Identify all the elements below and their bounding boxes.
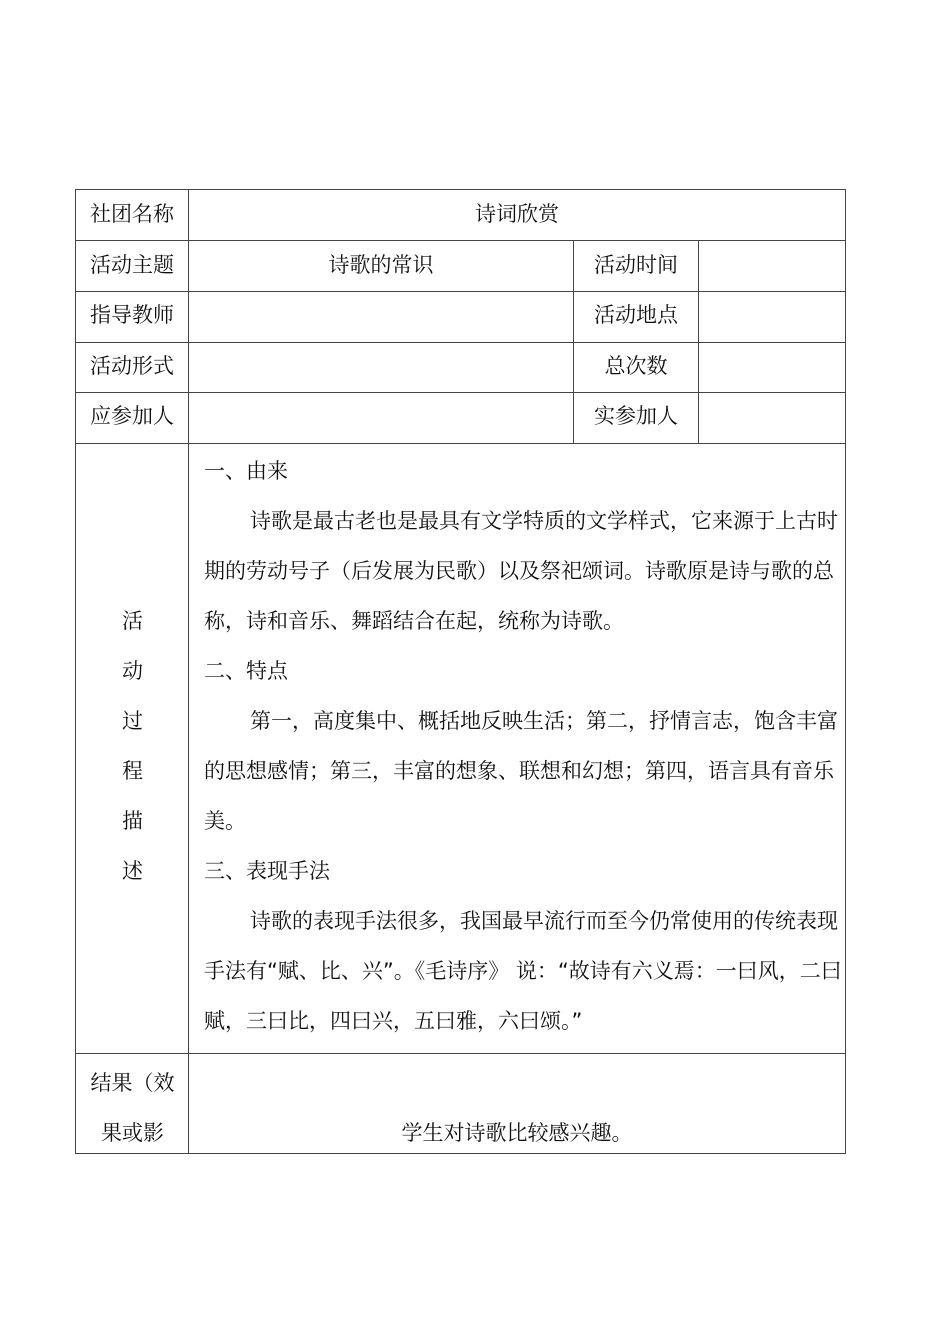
section-heading: 一、由来 (204, 459, 288, 483)
process-description-label (76, 596, 189, 896)
process-label-char: 活 (122, 609, 143, 633)
total-count-label: 总次数 (604, 354, 668, 378)
club-name-value: 诗词欣赏 (475, 202, 559, 226)
result-value: 学生对诗歌比较感兴趣。 (401, 1121, 633, 1145)
activity-theme-value: 诗歌的常识 (328, 253, 434, 277)
section-paragraph: 第一，高度集中、概括地反映生活；第二，抒情言志，饱含丰富的思想感情；第三，丰富的想象、联想和幻想；第四，语言具有音乐美。 (204, 709, 838, 833)
activity-theme-label: 活动主题 (90, 253, 174, 277)
result-label (76, 1058, 189, 1158)
result-label-line: 结果（效 (90, 1071, 175, 1095)
activity-time-label: 活动时间 (594, 253, 678, 277)
section-paragraph: 诗歌是最古老也是最具有文学特质的文学样式，它来源于上古时期的劳动号子（后发展为民歌）以及祭祀颂词。诗歌原是诗与歌的总称，诗和音乐、舞蹈结合在起，统称为诗歌。 (204, 509, 838, 633)
activity-record-table (75, 189, 846, 1154)
activity-form-label: 活动形式 (90, 354, 174, 378)
club-name-label: 社团名称 (90, 202, 174, 226)
expected-participants-label: 应参加人 (90, 404, 174, 428)
actual-participants-label: 实参加人 (594, 404, 678, 428)
teacher-label: 指导教师 (90, 303, 174, 327)
section-heading: 二、特点 (204, 659, 288, 683)
process-label-char: 描 (122, 809, 143, 833)
activity-place-label: 活动地点 (594, 303, 678, 327)
section-heading: 三、表现手法 (204, 859, 330, 883)
process-label-char: 动 (122, 659, 143, 683)
process-label-char: 过 (122, 709, 143, 733)
process-label-char: 述 (122, 859, 143, 883)
process-description-body (204, 446, 844, 1046)
result-label-line: 果或影 (101, 1121, 164, 1145)
section-paragraph: 诗歌的表现手法很多，我国最早流行而至今仍常使用的传统表现手法有“赋、比、兴”。《毛诗序》 说：“故诗有六义焉：一曰风，二曰赋，三曰比，四曰兴，五曰雅，六曰颂。” (204, 909, 842, 1033)
process-label-char: 程 (122, 759, 143, 783)
